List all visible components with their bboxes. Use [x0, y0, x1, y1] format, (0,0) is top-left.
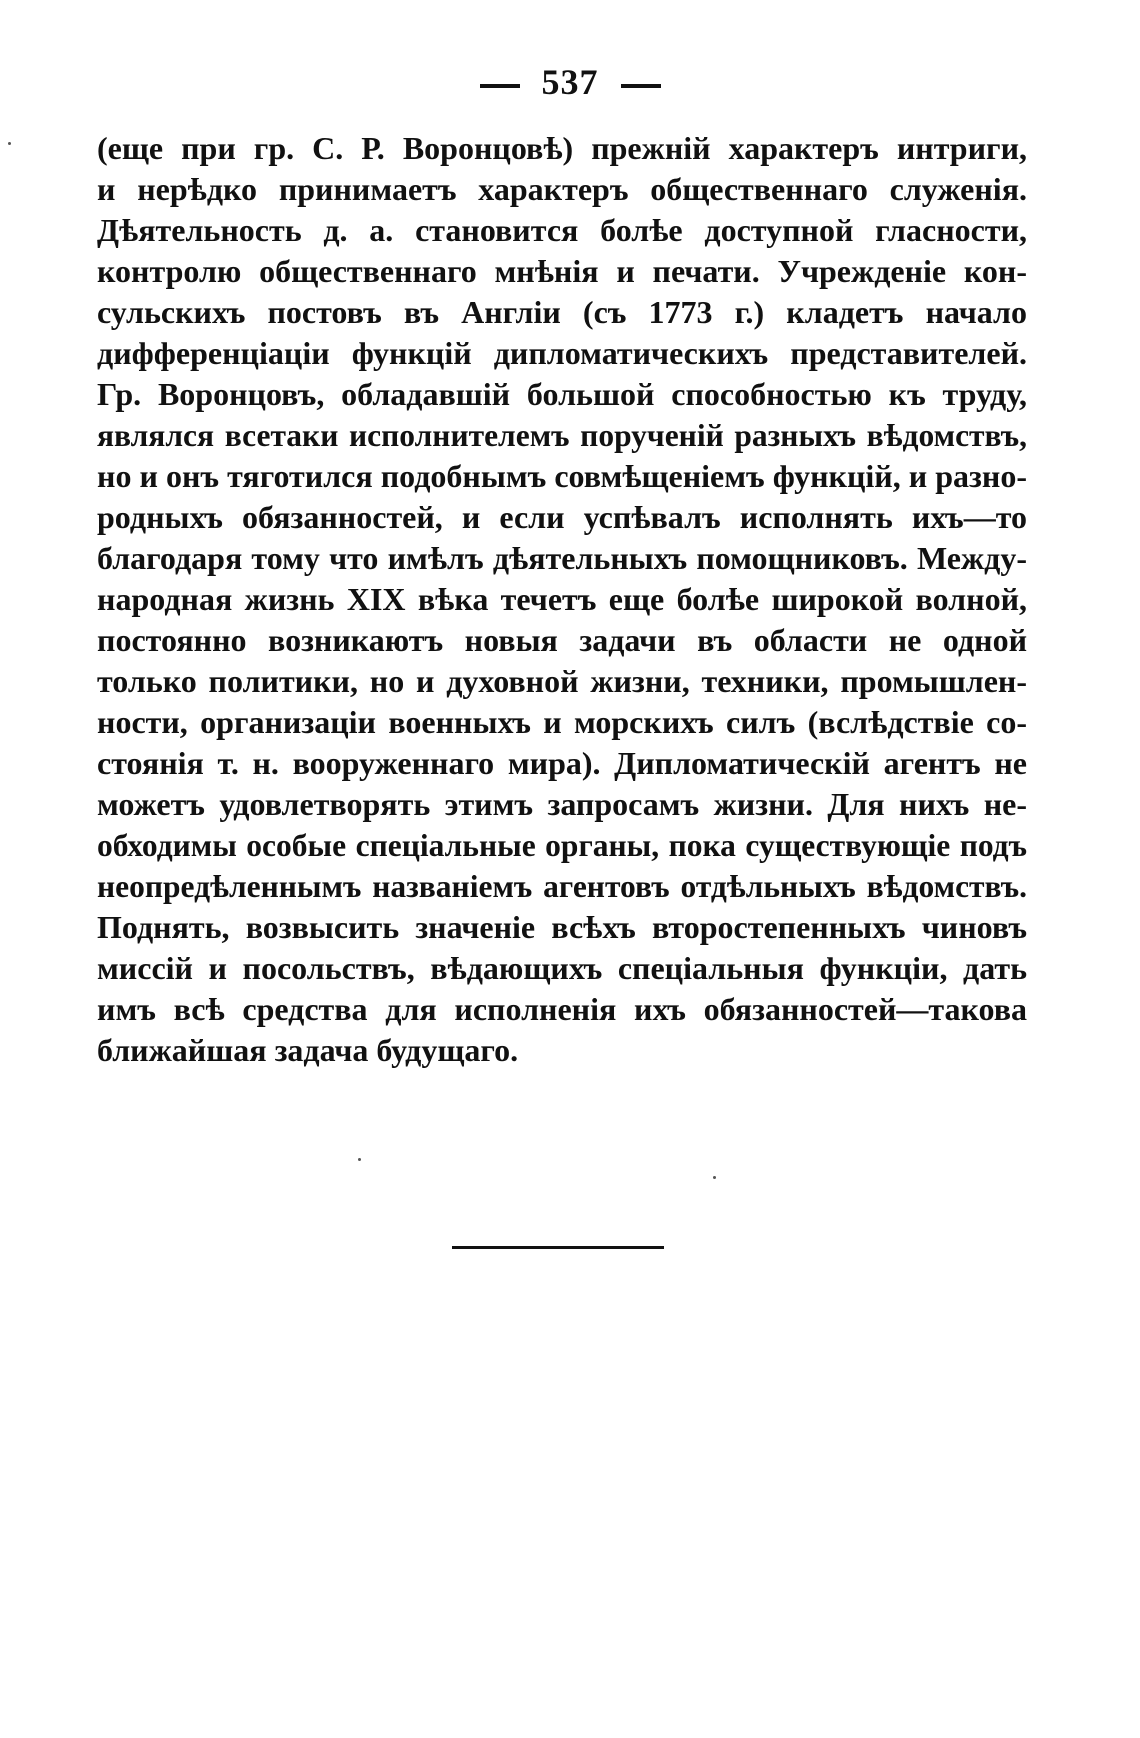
text-line: сульскихъ постовъ въ Англіи (съ 1773 г.) кладетъ начало: [97, 294, 1027, 330]
text-line: постоянно возникаютъ новыя задачи въ области не одной: [97, 622, 1027, 658]
text-line: миссій и посольствъ, вѣдающихъ спеціальныя функціи, дать: [97, 950, 1027, 986]
text-line: имъ всѣ средства для исполненія ихъ обязанностей—такова: [97, 991, 1027, 1027]
text-line: но и онъ тяготился подобнымъ совмѣщеніемъ функцій, и разно-: [97, 458, 1027, 494]
text-line: контролю общественнаго мнѣнія и печати. Учрежденіе кон-: [97, 253, 1027, 289]
scan-speck: [358, 1158, 361, 1161]
text-line: неопредѣленнымъ названіемъ агентовъ отдѣльныхъ вѣдомствъ.: [97, 869, 1027, 904]
text-line: Дѣятельность д. а. становится болѣе доступной гласности,: [97, 212, 1027, 248]
scan-speck: [713, 1176, 716, 1179]
text-line: Гр. Воронцовъ, обладавшій большой способностью къ труду,: [97, 376, 1027, 412]
text-line: (еще при гр. С. Р. Воронцовѣ) прежній характеръ интриги,: [97, 130, 1027, 166]
text-line: являлся всетаки исполнителемъ порученій разныхъ вѣдомствъ,: [97, 418, 1027, 453]
text-line: и нерѣдко принимаетъ характеръ общественнаго служенія.: [97, 171, 1027, 207]
page-header: [0, 52, 1140, 112]
text-line: обходимы особые спеціальные органы, пока существующіе подъ: [97, 828, 1027, 863]
text-line: Поднять, возвысить значеніе всѣхъ второстепенныхъ чиновъ: [97, 909, 1027, 945]
page-number: 537: [541, 62, 599, 102]
section-end-rule: [452, 1246, 664, 1249]
text-line: только политики, но и духовной жизни, техники, промышлен-: [97, 663, 1027, 699]
text-line: ности, организаціи военныхъ и морскихъ силъ (вслѣдствіе со-: [97, 704, 1027, 740]
text-line: благодаря тому что имѣлъ дѣятельныхъ помощниковъ. Между-: [97, 540, 1027, 576]
body-paragraph: [97, 128, 1027, 1071]
text-line: родныхъ обязанностей, и если успѣвалъ исполнять ихъ—то: [97, 499, 1027, 535]
text-line: можетъ удовлетворять этимъ запросамъ жизни. Для нихъ не-: [97, 786, 1027, 822]
text-line-last: ближайшая задача будущаго.: [97, 1032, 519, 1068]
header-dash-right: [621, 84, 661, 88]
text-line: народная жизнь XIX вѣка течетъ еще болѣе широкой волной,: [97, 581, 1027, 617]
text-line: стоянія т. н. вооруженнаго мира). Дипломатическій агентъ не: [97, 745, 1027, 781]
scan-speck: [8, 142, 11, 145]
text-line: дифференціаціи функцій дипломатическихъ представителей.: [97, 335, 1027, 371]
header-dash-left: [480, 84, 520, 88]
